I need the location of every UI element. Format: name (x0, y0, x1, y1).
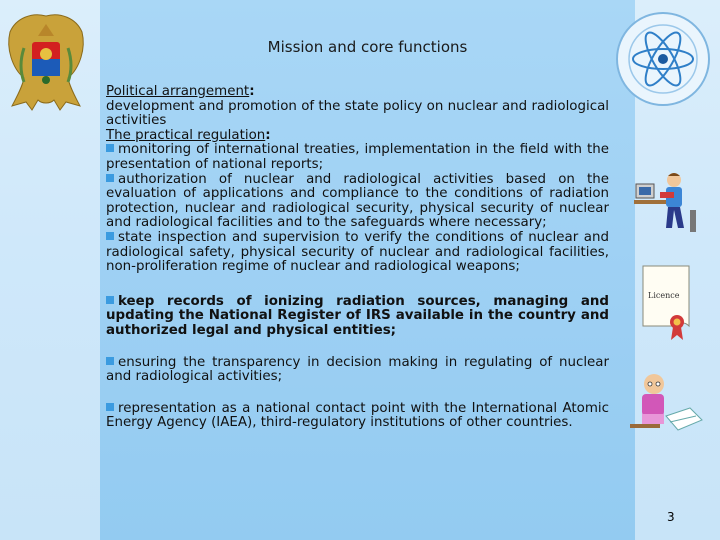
list-item: authorization of nuclear and radiological activities based on the evaluation of applications and compliance to the conditions of radiation protection, nuclear and radiological security, physical security of nuclear and radiological facilities and to the safeguards where necessary; (106, 171, 609, 231)
person-at-computer-icon (632, 170, 706, 240)
licence-scroll-icon (635, 262, 697, 342)
practical-colon: : (265, 127, 271, 143)
bullet-icon (106, 296, 114, 304)
list-item: ensuring the transparency in decision making in regulating of nuclear and radiological activities; (106, 354, 609, 385)
bullet-icon (106, 232, 114, 240)
bullet-icon (106, 357, 114, 365)
practical-heading-line (106, 129, 609, 144)
bullet-icon (106, 403, 114, 411)
page-title: Mission and core functions (267, 38, 468, 56)
political-colon: : (249, 84, 255, 99)
list-item: representation as a national contact point with the International Atomic Energy Agency (IAEA), third-regulatory institutions of other countries. (106, 400, 609, 431)
political-heading: Political arrangement (106, 84, 250, 99)
licence-label: Licence (648, 291, 680, 300)
political-heading-line (106, 85, 609, 100)
political-text: development and promotion of the state policy on nuclear and radiological activities (106, 98, 609, 129)
list-item: state inspection and supervision to verify the conditions of nuclear and radiological safety, physical security of nuclear and radiological facilities, non-proliferation regime of nuclear and radiological weapons; (106, 229, 609, 275)
atom-emblem-icon (612, 8, 714, 110)
practical-heading: The practical regulation (106, 127, 266, 143)
person-with-papers-icon (620, 372, 706, 438)
bullet-icon (106, 174, 114, 182)
list-item: keep records of ionizing radiation sources, managing and updating the National Register of IRS available in the country and authorized legal and physical entities; (106, 293, 609, 338)
page-number: 3 (667, 510, 675, 524)
coat-of-arms-icon (2, 8, 90, 118)
list-item: monitoring of international treaties, implementation in the field with the presentation of national reports; (106, 142, 609, 172)
bullet-icon (106, 144, 114, 152)
content-body (106, 85, 609, 431)
